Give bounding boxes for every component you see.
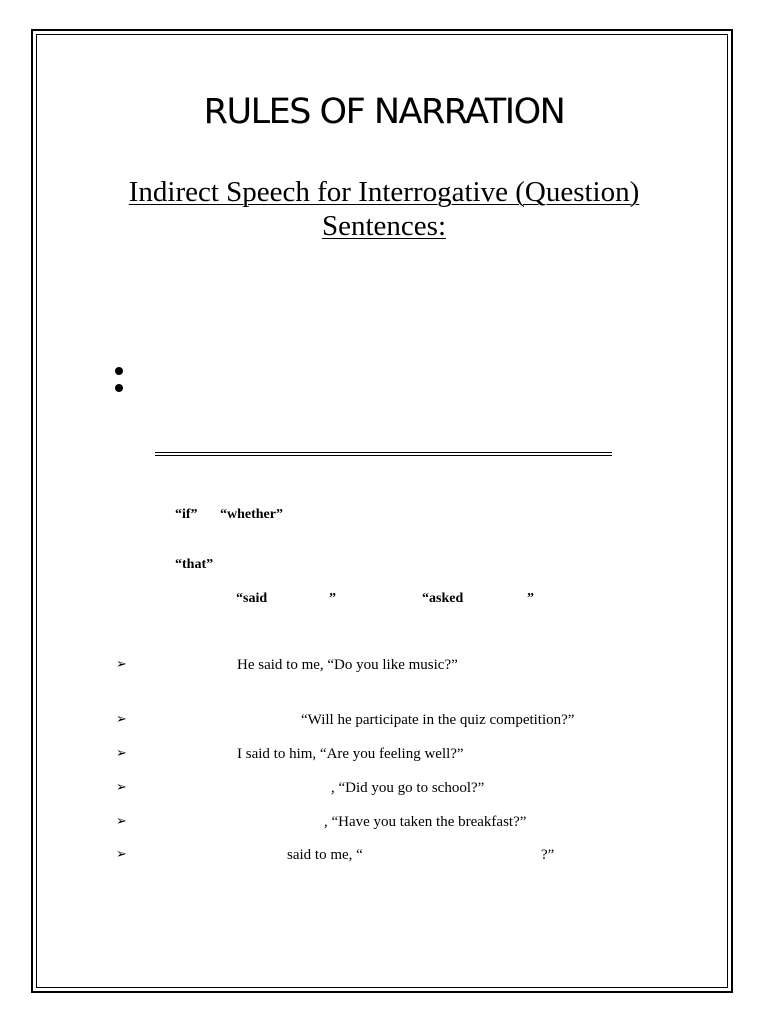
keyword-said-close: ” (329, 591, 336, 606)
arrow-bullet-icon: ➢ (116, 847, 127, 862)
divider-line (155, 455, 612, 456)
arrow-bullet-icon: ➢ (116, 712, 127, 727)
keyword-whether: “whether” (220, 507, 283, 522)
keyword-asked: “asked (422, 591, 464, 606)
keyword-said: “said (236, 591, 268, 606)
page-title: RULES OF NARRATION (203, 92, 565, 132)
example-sentence: I said to him, “Are you feeling well?” (237, 746, 464, 762)
keyword-if: “if” (175, 507, 198, 522)
example-sentence: “Will he participate in the quiz competition?” (301, 712, 575, 728)
section-subtitle: Indirect Speech for Interrogative (Question) Sentences: (128, 176, 640, 242)
arrow-bullet-icon: ➢ (116, 746, 127, 761)
arrow-bullet-icon: ➢ (116, 780, 127, 795)
example-sentence: , “Did you go to school?” (331, 780, 485, 796)
arrow-bullet-icon: ➢ (116, 657, 127, 672)
bullet-dot (115, 367, 123, 375)
example-sentence: , “Have you taken the breakfast?” (324, 814, 527, 830)
example-sentence-suffix: ?” (541, 847, 555, 863)
arrow-bullet-icon: ➢ (116, 814, 127, 829)
example-sentence-prefix: said to me, “ (287, 847, 363, 863)
keyword-asked-close: ” (527, 591, 534, 606)
divider-line (155, 452, 612, 453)
bullet-dot (115, 384, 123, 392)
example-sentence: He said to me, “Do you like music?” (237, 657, 458, 673)
keyword-that: “that” (175, 557, 214, 572)
